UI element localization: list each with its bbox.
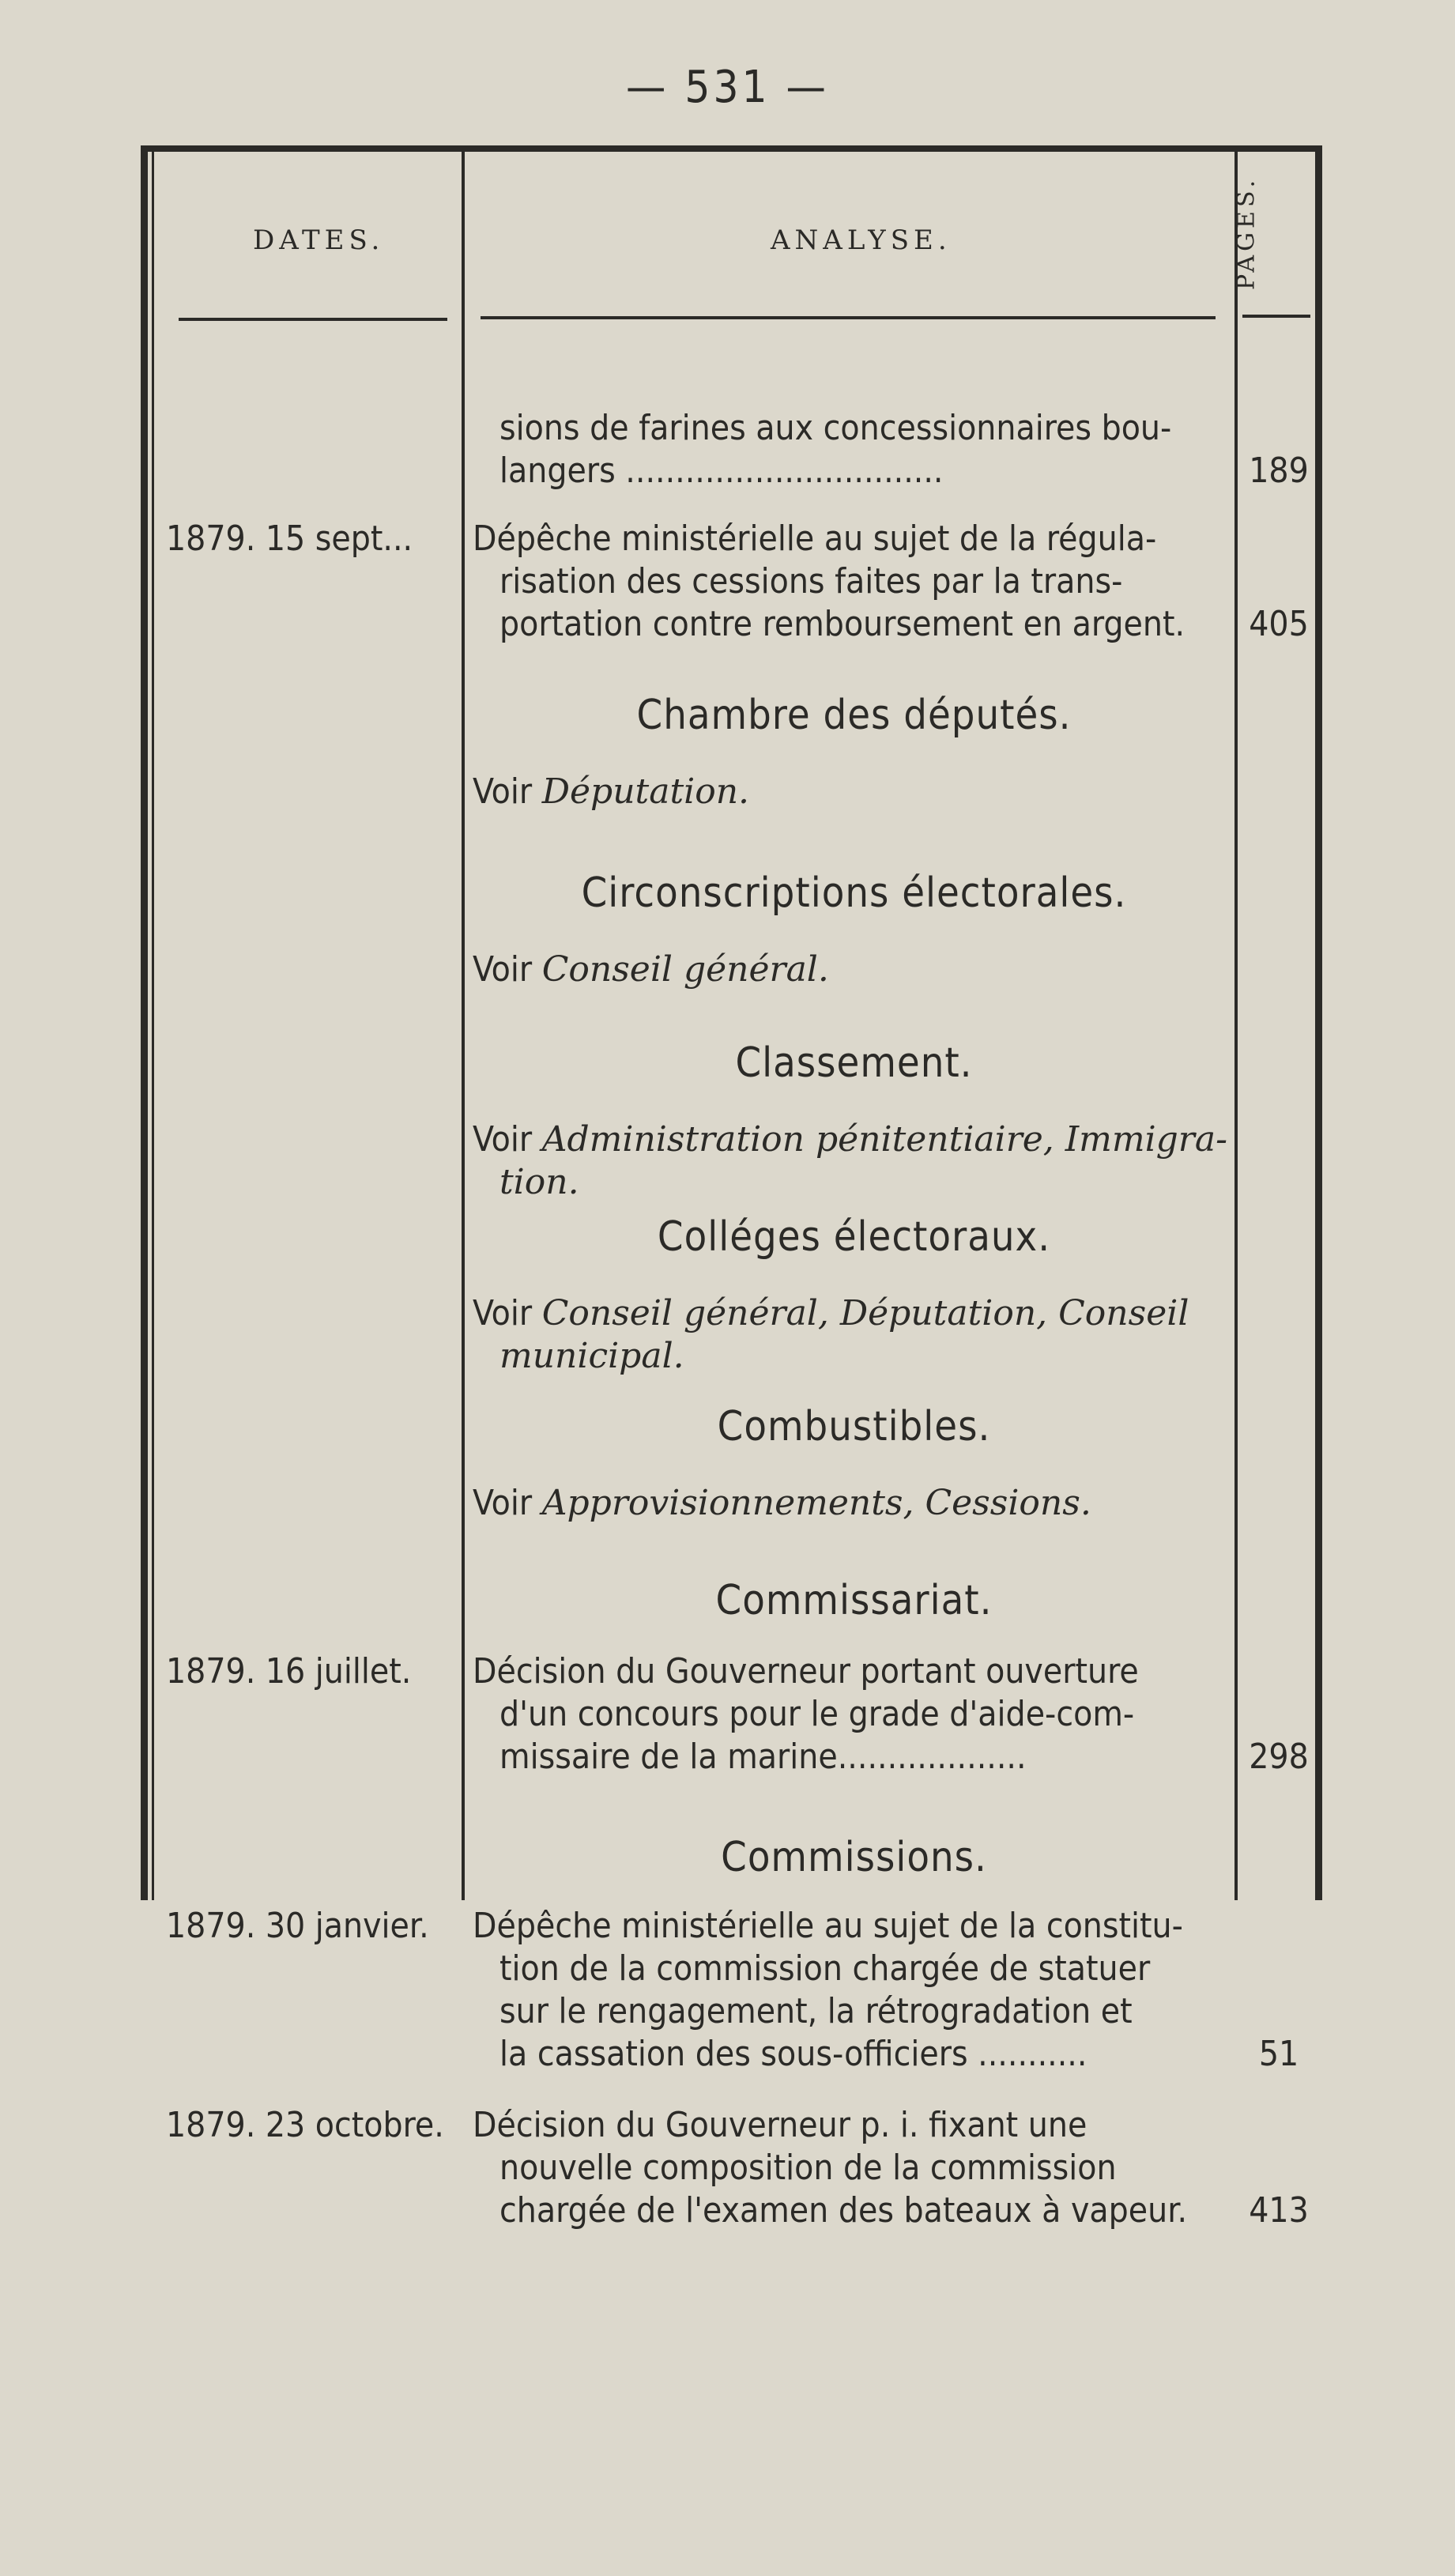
analyse-line: Décision du Gouverneur portant ouverture <box>473 1651 1139 1692</box>
section-heading: Colléges électoraux. <box>657 1213 1051 1261</box>
table-left-rule <box>141 145 148 1900</box>
voir-target: Conseil général, Députation, Conseil <box>541 1293 1189 1333</box>
section-heading: Commissariat. <box>715 1577 993 1624</box>
page-ref: 189 <box>1249 451 1309 491</box>
page-ref: 413 <box>1249 2190 1309 2231</box>
analyse-line: missaire de la marine................... <box>499 1737 1027 1777</box>
header-rule-pages <box>1242 315 1310 318</box>
table-right-rule <box>1315 145 1322 1900</box>
entry-date: 1879. 23 octobre. <box>166 2105 444 2145</box>
section-heading: Classement. <box>735 1039 973 1087</box>
column-divider-dates <box>462 152 465 1900</box>
voir-target-cont: municipal. <box>499 1336 684 1376</box>
voir-label: Voir <box>473 1293 533 1333</box>
analyse-line: tion de la commission chargée de statuer <box>499 1948 1151 1989</box>
voir-reference <box>473 1292 1235 1378</box>
header-pages: PAGES. <box>1232 176 1261 290</box>
header-rule-analyse <box>481 316 1216 319</box>
table-top-rule <box>141 145 1318 152</box>
voir-target: Députation. <box>541 771 750 812</box>
analyse-entry <box>473 407 1235 492</box>
entry-date: 1879. 15 sept... <box>166 519 413 559</box>
voir-reference <box>473 1118 1235 1204</box>
section-heading: Chambre des députés. <box>636 692 1072 739</box>
voir-reference <box>473 771 1235 813</box>
analyse-entry <box>473 518 1235 646</box>
analyse-line: portation contre remboursement en argent. <box>499 604 1185 644</box>
header-dates: DATES. <box>253 224 385 256</box>
voir-label: Voir <box>473 1119 533 1160</box>
voir-target: Approvisionnements, Cessions. <box>541 1483 1091 1523</box>
analyse-line: Dépêche ministérielle au sujet de la régula- <box>473 519 1157 559</box>
analyse-line: la cassation des sous-officiers ........... <box>499 2034 1087 2074</box>
voir-target: Conseil général. <box>541 949 829 990</box>
voir-label: Voir <box>473 771 533 812</box>
analyse-entry <box>473 1650 1235 1778</box>
analyse-line: nouvelle composition de la commission <box>499 2148 1117 2188</box>
header-rule-dates <box>179 318 447 321</box>
analyse-line: Dépêche ministérielle au sujet de la constitu- <box>473 1906 1183 1946</box>
analyse-entry <box>473 1905 1235 2076</box>
entry-date: 1879. 16 juillet. <box>166 1651 412 1692</box>
entry-date: 1879. 30 janvier. <box>166 1906 429 1946</box>
analyse-entry <box>473 2104 1235 2232</box>
analyse-line: d'un concours pour le grade d'aide-com- <box>499 1694 1135 1734</box>
analyse-line: risation des cessions faites par la trans- <box>499 561 1123 602</box>
page-number: — 531 — <box>626 62 829 113</box>
analyse-line: sions de farines aux concessionnaires bou- <box>499 408 1172 448</box>
page-ref: 51 <box>1258 2034 1299 2074</box>
header-analyse: ANALYSE. <box>771 224 952 256</box>
voir-target: Administration pénitentiaire, Immigra- <box>541 1119 1227 1160</box>
page-ref: 405 <box>1249 604 1309 644</box>
analyse-line: sur le rengagement, la rétrogradation et <box>499 1991 1133 2031</box>
voir-reference <box>473 1482 1235 1525</box>
analyse-line: chargée de l'examen des bateaux à vapeur. <box>499 2190 1188 2231</box>
table-left-rule-inner <box>152 145 154 1900</box>
page-ref: 298 <box>1249 1737 1309 1777</box>
voir-target-cont: tion. <box>499 1162 579 1202</box>
section-heading: Circonscriptions électorales. <box>581 869 1127 917</box>
section-heading: Commissions. <box>721 1834 987 1881</box>
section-heading: Combustibles. <box>717 1403 991 1450</box>
voir-reference <box>473 949 1235 991</box>
voir-label: Voir <box>473 949 533 990</box>
analyse-line: Décision du Gouverneur p. i. fixant une <box>473 2105 1087 2145</box>
analyse-line: langers ................................ <box>499 451 944 491</box>
voir-label: Voir <box>473 1483 533 1523</box>
